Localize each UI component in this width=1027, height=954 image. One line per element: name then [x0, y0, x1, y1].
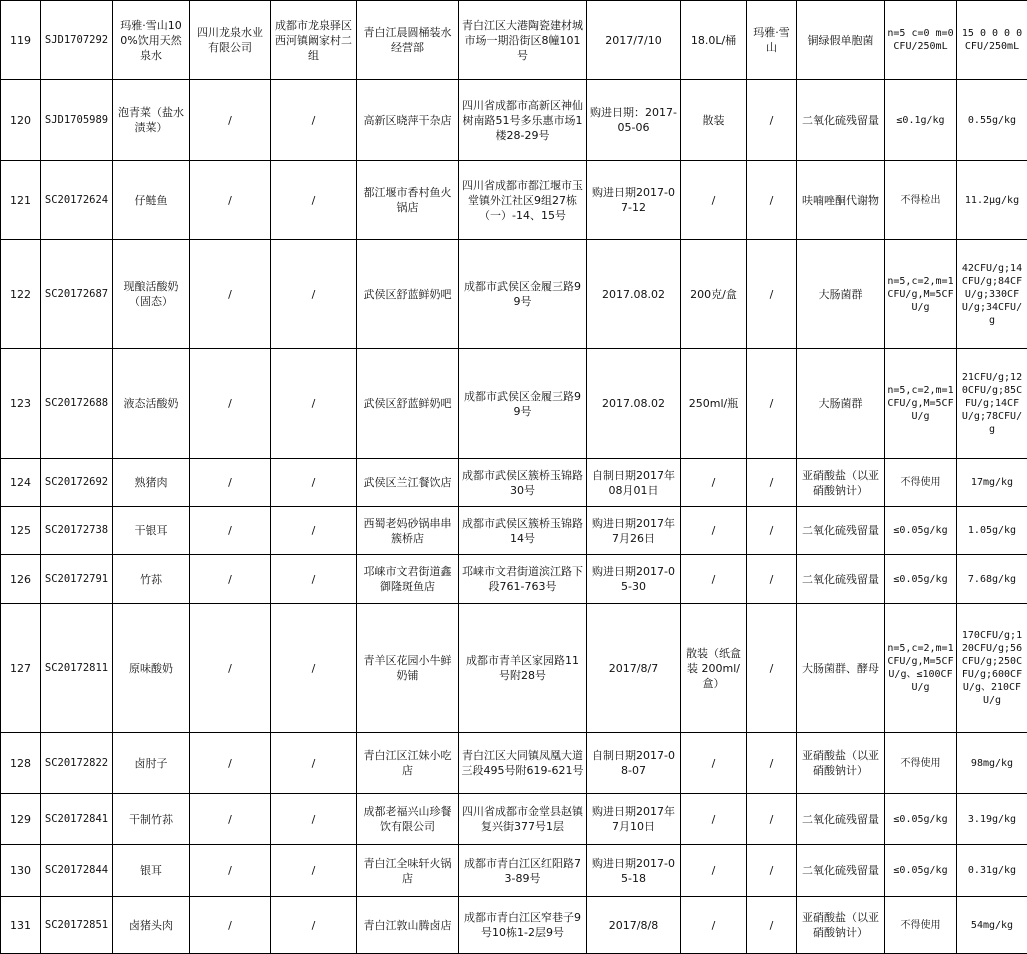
producer-address-cell: / — [271, 794, 357, 845]
store-name-cell: 武侯区舒蓝鲜奶吧 — [357, 240, 459, 349]
sample-code-cell: SC20172811 — [41, 604, 113, 733]
production-date-cell: 2017.08.02 — [587, 349, 681, 459]
brand-cell: / — [747, 459, 797, 507]
producer-address-cell: / — [271, 80, 357, 161]
test-item-cell: 铜绿假单胞菌 — [797, 1, 885, 80]
row-number-cell: 125 — [1, 507, 41, 555]
result-value-cell: 7.68g/kg — [957, 555, 1027, 604]
table-row — [1, 897, 1027, 954]
producer-cell: / — [190, 459, 271, 507]
producer-cell: / — [190, 80, 271, 161]
store-address-cell: 四川省成都市金堂县赵镇复兴街377号1层 — [459, 794, 587, 845]
producer-address-cell: / — [271, 161, 357, 240]
store-address-cell: 四川省成都市都江堰市玉堂镇外江社区9组27栋（一）-14、15号 — [459, 161, 587, 240]
table-row — [1, 555, 1027, 604]
specification-cell: 200克/盒 — [681, 240, 747, 349]
store-address-cell: 成都市武侯区簇桥玉锦路30号 — [459, 459, 587, 507]
brand-cell: / — [747, 794, 797, 845]
row-number-cell: 128 — [1, 733, 41, 794]
producer-cell: / — [190, 507, 271, 555]
producer-address-cell: / — [271, 845, 357, 897]
table-row — [1, 240, 1027, 349]
store-address-cell: 成都市青白江区窄巷子9号10栋1-2层9号 — [459, 897, 587, 954]
brand-cell: / — [747, 604, 797, 733]
result-value-cell: 98mg/kg — [957, 733, 1027, 794]
producer-address-cell: / — [271, 459, 357, 507]
sample-code-cell: SC20172738 — [41, 507, 113, 555]
table-row — [1, 845, 1027, 897]
store-address-cell: 成都市武侯区金履三路99号 — [459, 349, 587, 459]
row-number-cell: 119 — [1, 1, 41, 80]
sample-code-cell: SC20172688 — [41, 349, 113, 459]
store-name-cell: 青白江敦山腾卤店 — [357, 897, 459, 954]
specification-cell: 散装（纸盒装 200ml/盒） — [681, 604, 747, 733]
row-number-cell: 120 — [1, 80, 41, 161]
producer-cell: / — [190, 555, 271, 604]
producer-address-cell: / — [271, 733, 357, 794]
sample-name-cell: 干制竹荪 — [113, 794, 190, 845]
production-date-cell: 购进日期：2017-05-06 — [587, 80, 681, 161]
result-value-cell: 42CFU/g;14CFU/g;84CFU/g;330CFU/g;34CFU/g — [957, 240, 1027, 349]
result-value-cell: 21CFU/g;120CFU/g;85CFU/g;14CFU/g;78CFU/g — [957, 349, 1027, 459]
test-item-cell: 二氧化硫残留量 — [797, 80, 885, 161]
producer-cell: / — [190, 794, 271, 845]
sample-code-cell: SJD1707292 — [41, 1, 113, 80]
sample-name-cell: 干银耳 — [113, 507, 190, 555]
specification-cell: / — [681, 794, 747, 845]
sample-code-cell: SC20172841 — [41, 794, 113, 845]
sample-code-cell: SC20172822 — [41, 733, 113, 794]
sample-name-cell: 熟猪肉 — [113, 459, 190, 507]
standard-value-cell: n=5 c=0 m=0 CFU/250mL — [885, 1, 957, 80]
sample-code-cell: SC20172692 — [41, 459, 113, 507]
row-number-cell: 121 — [1, 161, 41, 240]
sample-name-cell: 仔鲢鱼 — [113, 161, 190, 240]
result-value-cell: 0.55g/kg — [957, 80, 1027, 161]
sample-name-cell: 竹荪 — [113, 555, 190, 604]
row-number-cell: 130 — [1, 845, 41, 897]
table-row — [1, 459, 1027, 507]
store-name-cell: 青白江全味轩火锅店 — [357, 845, 459, 897]
table-body — [1, 1, 1027, 954]
store-address-cell: 成都市武侯区金履三路99号 — [459, 240, 587, 349]
production-date-cell: 购进日期2017-05-30 — [587, 555, 681, 604]
producer-cell: / — [190, 897, 271, 954]
table-row — [1, 1, 1027, 80]
store-name-cell: 武侯区舒蓝鲜奶吧 — [357, 349, 459, 459]
result-value-cell: 17mg/kg — [957, 459, 1027, 507]
table-row — [1, 349, 1027, 459]
brand-cell: / — [747, 349, 797, 459]
row-number-cell: 122 — [1, 240, 41, 349]
production-date-cell: 自制日期2017年08月01日 — [587, 459, 681, 507]
specification-cell: / — [681, 733, 747, 794]
specification-cell: 散装 — [681, 80, 747, 161]
row-number-cell: 123 — [1, 349, 41, 459]
brand-cell: / — [747, 733, 797, 794]
producer-address-cell: / — [271, 349, 357, 459]
production-date-cell: 自制日期2017-08-07 — [587, 733, 681, 794]
store-name-cell: 西蜀老妈砂锅串串簇桥店 — [357, 507, 459, 555]
production-date-cell: 2017/8/8 — [587, 897, 681, 954]
producer-cell: 四川龙泉水业有限公司 — [190, 1, 271, 80]
test-item-cell: 二氧化硫残留量 — [797, 794, 885, 845]
test-item-cell: 大肠菌群 — [797, 349, 885, 459]
producer-address-cell: / — [271, 897, 357, 954]
store-name-cell: 成都老福兴山珍餐饮有限公司 — [357, 794, 459, 845]
table-row — [1, 507, 1027, 555]
producer-cell: / — [190, 240, 271, 349]
store-address-cell: 成都市武侯区簇桥玉锦路14号 — [459, 507, 587, 555]
standard-value-cell: ≤0.1g/kg — [885, 80, 957, 161]
standard-value-cell: ≤0.05g/kg — [885, 794, 957, 845]
specification-cell: / — [681, 845, 747, 897]
standard-value-cell: 不得使用 — [885, 733, 957, 794]
standard-value-cell: 不得使用 — [885, 897, 957, 954]
store-name-cell: 青白江区江妹小吃店 — [357, 733, 459, 794]
standard-value-cell: n=5,c=2,m=1CFU/g,M=5CFU/g、≤100CFU/g — [885, 604, 957, 733]
sample-name-cell: 银耳 — [113, 845, 190, 897]
standard-value-cell: n=5,c=2,m=1CFU/g,M=5CFU/g — [885, 240, 957, 349]
standard-value-cell: 不得检出 — [885, 161, 957, 240]
brand-cell: / — [747, 240, 797, 349]
specification-cell: / — [681, 459, 747, 507]
test-item-cell: 大肠菌群 — [797, 240, 885, 349]
table-row — [1, 161, 1027, 240]
store-address-cell: 青白江区大同镇凤凰大道三段495号附619-621号 — [459, 733, 587, 794]
test-item-cell: 亚硝酸盐（以亚硝酸钠计） — [797, 733, 885, 794]
producer-cell: / — [190, 733, 271, 794]
specification-cell: / — [681, 507, 747, 555]
brand-cell: / — [747, 555, 797, 604]
table-row — [1, 794, 1027, 845]
sample-name-cell: 玛雅·雪山100%饮用天然泉水 — [113, 1, 190, 80]
production-date-cell: 2017/7/10 — [587, 1, 681, 80]
store-name-cell: 青羊区花园小牛鲜奶铺 — [357, 604, 459, 733]
sample-name-cell: 卤肘子 — [113, 733, 190, 794]
brand-cell: / — [747, 161, 797, 240]
test-item-cell: 二氧化硫残留量 — [797, 845, 885, 897]
test-item-cell: 二氧化硫残留量 — [797, 555, 885, 604]
test-item-cell: 大肠菌群、酵母 — [797, 604, 885, 733]
producer-cell: / — [190, 349, 271, 459]
sample-code-cell: SC20172687 — [41, 240, 113, 349]
sample-name-cell: 卤猪头肉 — [113, 897, 190, 954]
test-item-cell: 亚硝酸盐（以亚硝酸钠计） — [797, 897, 885, 954]
standard-value-cell: 不得使用 — [885, 459, 957, 507]
producer-address-cell: 成都市龙泉驿区西河镇阚家村二组 — [271, 1, 357, 80]
production-date-cell: 购进日期2017年7月10日 — [587, 794, 681, 845]
brand-cell: / — [747, 845, 797, 897]
store-address-cell: 四川省成都市高新区神仙树南路51号多乐惠市场1楼28-29号 — [459, 80, 587, 161]
store-address-cell: 青白江区大港陶瓷建材城市场一期沿街区8幢101号 — [459, 1, 587, 80]
sample-code-cell: SC20172844 — [41, 845, 113, 897]
store-address-cell: 成都市青羊区家园路11号附28号 — [459, 604, 587, 733]
producer-cell: / — [190, 604, 271, 733]
result-value-cell: 1.05g/kg — [957, 507, 1027, 555]
producer-cell: / — [190, 845, 271, 897]
sample-name-cell: 原味酸奶 — [113, 604, 190, 733]
table-row — [1, 80, 1027, 161]
row-number-cell: 131 — [1, 897, 41, 954]
brand-cell: / — [747, 80, 797, 161]
result-value-cell: 11.2μg/kg — [957, 161, 1027, 240]
sample-code-cell: SC20172791 — [41, 555, 113, 604]
specification-cell: 18.0L/桶 — [681, 1, 747, 80]
table-row — [1, 604, 1027, 733]
standard-value-cell: ≤0.05g/kg — [885, 507, 957, 555]
store-name-cell: 邛崃市文君街道鑫御隆斑鱼店 — [357, 555, 459, 604]
producer-address-cell: / — [271, 555, 357, 604]
production-date-cell: 购进日期2017-05-18 — [587, 845, 681, 897]
production-date-cell: 购进日期2017-07-12 — [587, 161, 681, 240]
production-date-cell: 购进日期2017年7月26日 — [587, 507, 681, 555]
standard-value-cell: ≤0.05g/kg — [885, 845, 957, 897]
table-row — [1, 733, 1027, 794]
producer-address-cell: / — [271, 240, 357, 349]
test-item-cell: 呋喃唑酮代谢物 — [797, 161, 885, 240]
specification-cell: 250ml/瓶 — [681, 349, 747, 459]
specification-cell: / — [681, 555, 747, 604]
sample-name-cell: 液态活酸奶 — [113, 349, 190, 459]
specification-cell: / — [681, 161, 747, 240]
sample-name-cell: 现酿活酸奶（固态） — [113, 240, 190, 349]
store-name-cell: 都江堰市香村鱼火锅店 — [357, 161, 459, 240]
sample-code-cell: SJD1705989 — [41, 80, 113, 161]
store-name-cell: 武侯区兰江餐饮店 — [357, 459, 459, 507]
production-date-cell: 2017/8/7 — [587, 604, 681, 733]
standard-value-cell: ≤0.05g/kg — [885, 555, 957, 604]
sample-name-cell: 泡青菜（盐水渍菜） — [113, 80, 190, 161]
producer-address-cell: / — [271, 507, 357, 555]
store-address-cell: 成都市青白江区红阳路73-89号 — [459, 845, 587, 897]
row-number-cell: 124 — [1, 459, 41, 507]
result-value-cell: 54mg/kg — [957, 897, 1027, 954]
row-number-cell: 129 — [1, 794, 41, 845]
brand-cell: 玛雅·雪山 — [747, 1, 797, 80]
store-address-cell: 邛崃市文君街道滨江路下段761-763号 — [459, 555, 587, 604]
row-number-cell: 127 — [1, 604, 41, 733]
producer-cell: / — [190, 161, 271, 240]
result-value-cell: 3.19g/kg — [957, 794, 1027, 845]
production-date-cell: 2017.08.02 — [587, 240, 681, 349]
test-item-cell: 二氧化硫残留量 — [797, 507, 885, 555]
sample-code-cell: SC20172851 — [41, 897, 113, 954]
store-name-cell: 青白江晨圆桶装水经营部 — [357, 1, 459, 80]
sample-code-cell: SC20172624 — [41, 161, 113, 240]
brand-cell: / — [747, 897, 797, 954]
result-value-cell: 15 0 0 0 0 CFU/250mL — [957, 1, 1027, 80]
test-item-cell: 亚硝酸盐（以亚硝酸钠计） — [797, 459, 885, 507]
producer-address-cell: / — [271, 604, 357, 733]
result-value-cell: 170CFU/g;120CFU/g;56CFU/g;250CFU/g;600CFU/g、210CFU/g — [957, 604, 1027, 733]
row-number-cell: 126 — [1, 555, 41, 604]
brand-cell: / — [747, 507, 797, 555]
store-name-cell: 高新区晓萍干杂店 — [357, 80, 459, 161]
result-value-cell: 0.31g/kg — [957, 845, 1027, 897]
standard-value-cell: n=5,c=2,m=1CFU/g,M=5CFU/g — [885, 349, 957, 459]
specification-cell: / — [681, 897, 747, 954]
